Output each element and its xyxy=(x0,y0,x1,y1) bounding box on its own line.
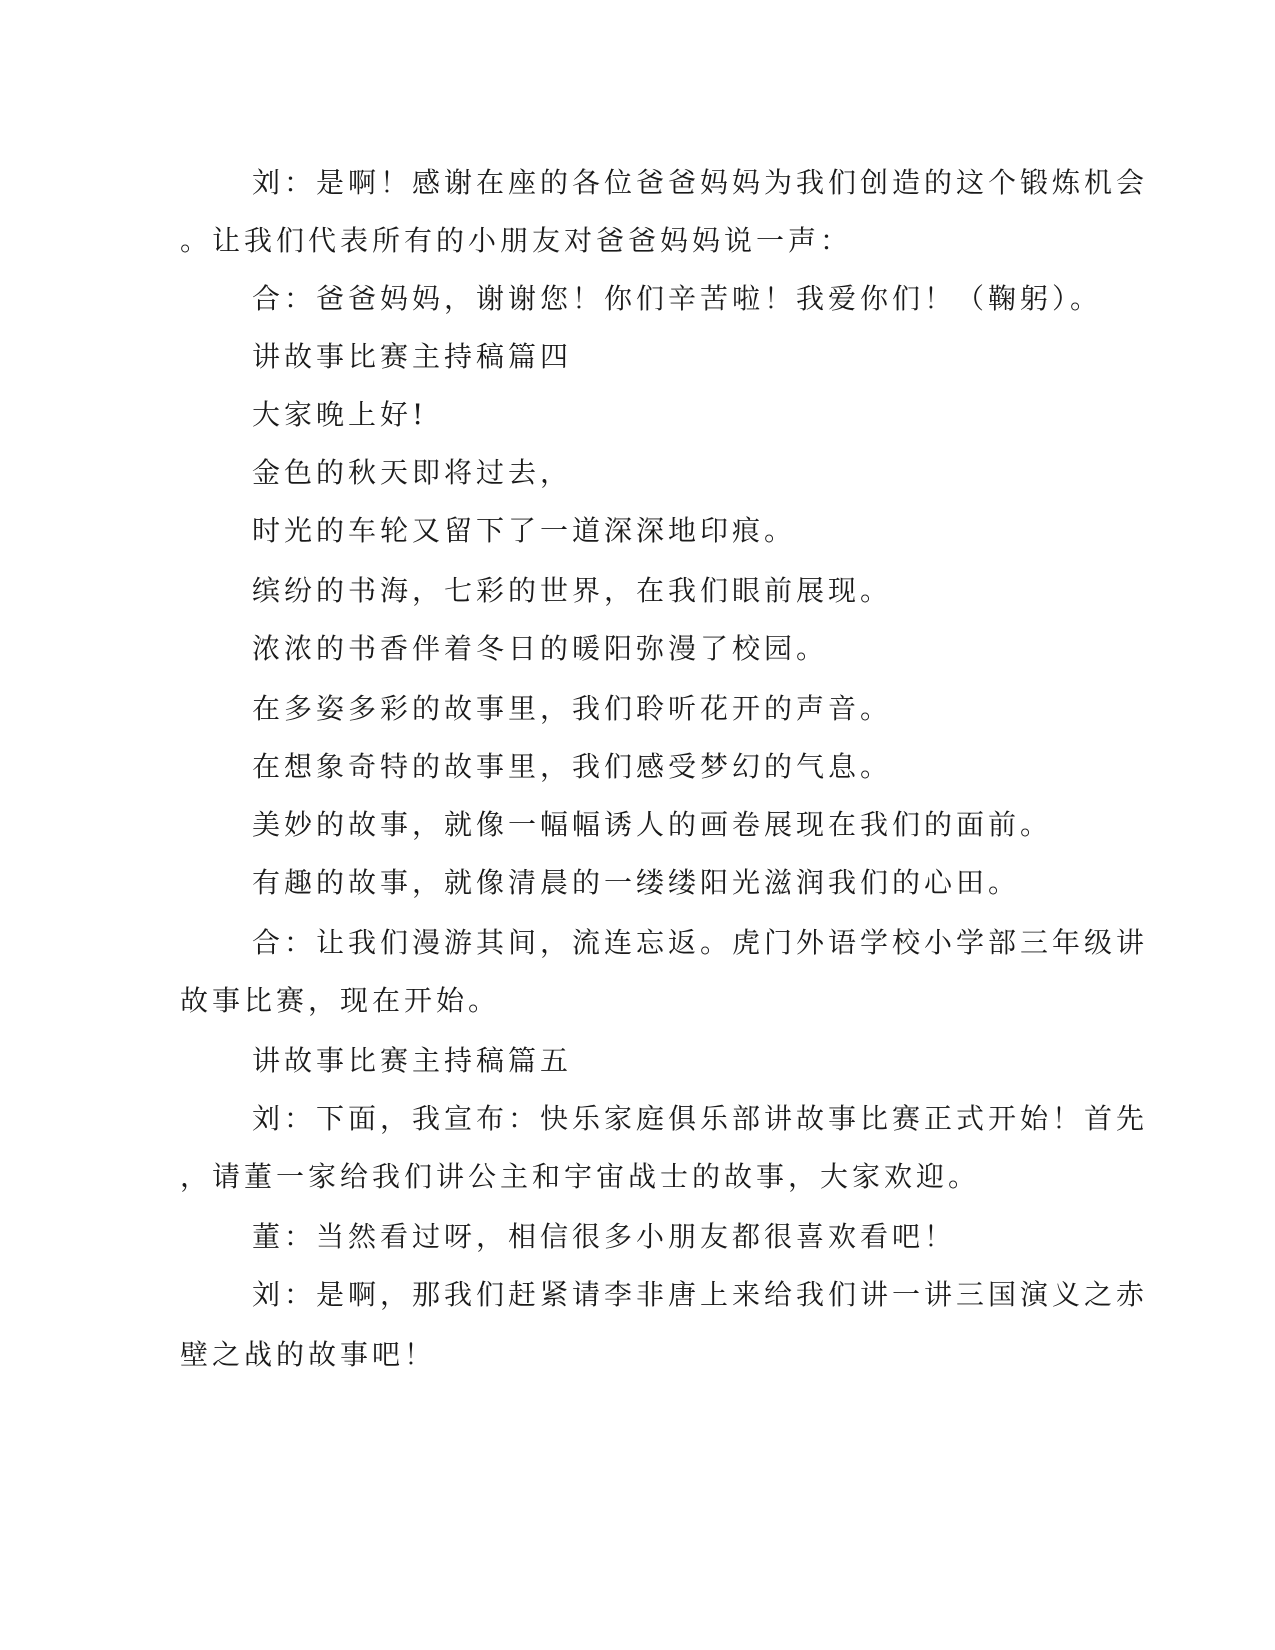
section-heading: 讲故事比赛主持稿篇四 xyxy=(252,340,573,373)
text-line: 在想象奇特的故事里，我们感受梦幻的气息。 xyxy=(252,750,893,783)
text-line: 合：让我们漫游其间，流连忘返。虎门外语学校小学部三年级讲 xyxy=(252,926,1149,959)
text-line: 有趣的故事，就像清晨的一缕缕阳光滋润我们的心田。 xyxy=(252,866,1021,899)
text-line: 刘：是啊！感谢在座的各位爸爸妈妈为我们创造的这个锻炼机会 xyxy=(252,166,1149,199)
text-line: 刘：下面，我宣布：快乐家庭俱乐部讲故事比赛正式开始！首先 xyxy=(252,1102,1149,1135)
text-line: 缤纷的书海，七彩的世界，在我们眼前展现。 xyxy=(252,574,893,607)
section-heading: 讲故事比赛主持稿篇五 xyxy=(252,1044,573,1077)
text-line: 时光的车轮又留下了一道深深地印痕。 xyxy=(252,514,797,547)
text-line: 刘：是啊，那我们赶紧请李非唐上来给我们讲一讲三国演义之赤 xyxy=(252,1278,1149,1311)
text-line: 大家晚上好! xyxy=(252,398,428,431)
text-line: 美妙的故事，就像一幅幅诱人的画卷展现在我们的面前。 xyxy=(252,808,1053,841)
text-line: 壁之战的故事吧！ xyxy=(180,1338,437,1371)
text-line: 故事比赛，现在开始。 xyxy=(180,984,501,1017)
text-line: 金色的秋天即将过去， xyxy=(252,456,573,489)
text-line: 董：当然看过呀，相信很多小朋友都很喜欢看吧！ xyxy=(252,1220,957,1253)
text-line: 合：爸爸妈妈，谢谢您！你们辛苦啦！我爱你们！（鞠躬）。 xyxy=(252,282,1103,315)
text-line: 。让我们代表所有的小朋友对爸爸妈妈说一声： xyxy=(180,224,853,257)
text-line: 在多姿多彩的故事里，我们聆听花开的声音。 xyxy=(252,692,893,725)
text-line: 浓浓的书香伴着冬日的暖阳弥漫了校园。 xyxy=(252,632,829,665)
text-line: ，请董一家给我们讲公主和宇宙战士的故事，大家欢迎。 xyxy=(180,1160,981,1193)
